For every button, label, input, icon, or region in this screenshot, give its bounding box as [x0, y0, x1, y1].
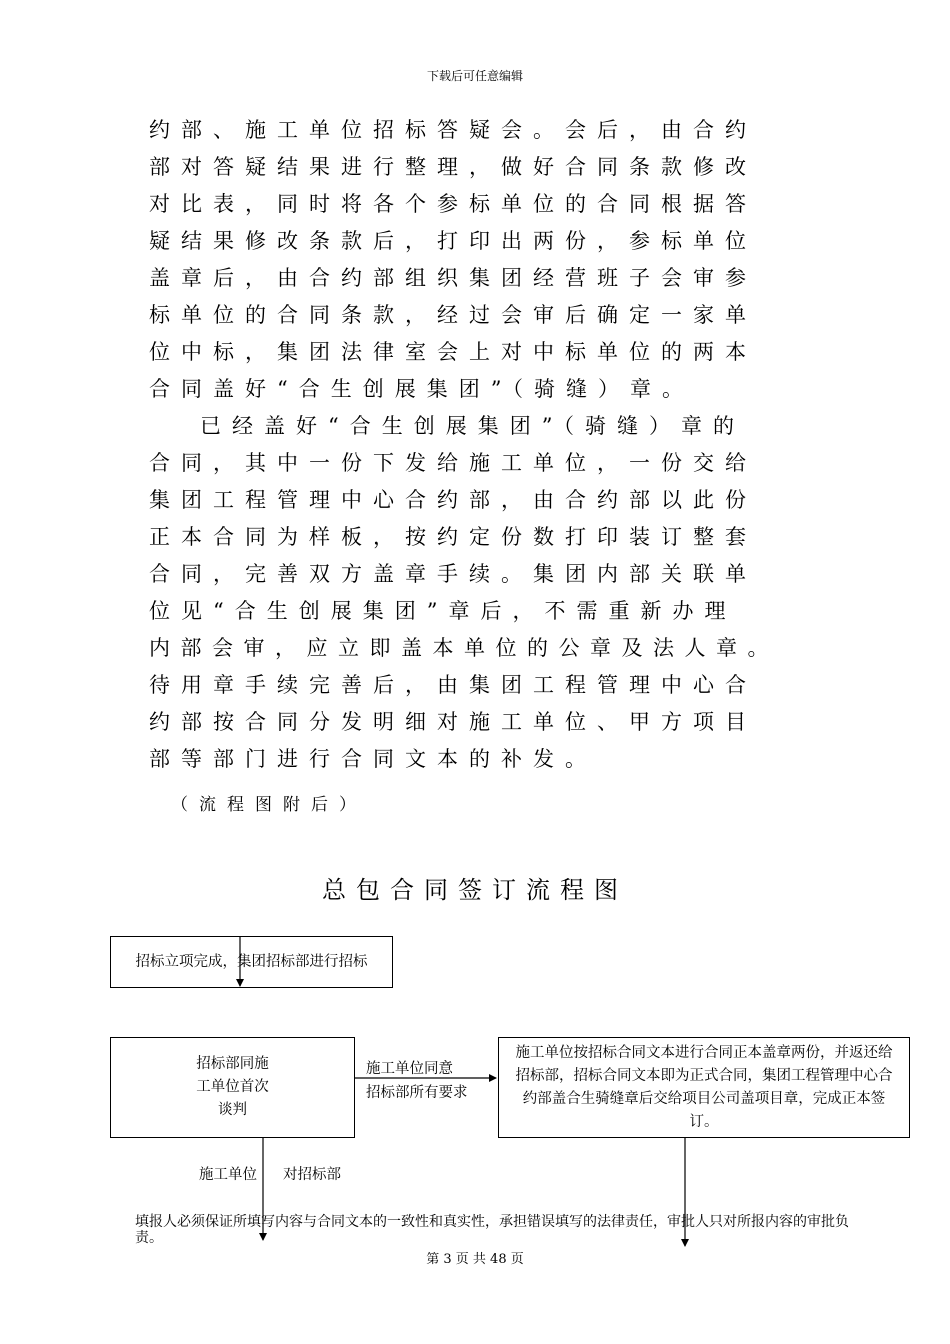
- flowchart-title: 总包合同签订流程图: [322, 876, 628, 904]
- arrow-label-requirements: 招标部所有要求: [366, 1085, 468, 1101]
- flow-box-text: 招标部同施工单位首次谈判: [196, 1056, 269, 1118]
- footer-note: 填报人必须保证所填写内容与合同文本的一致性和真实性，承担错误填写的法律责任，审批人只对所报内容的审批负责。: [135, 1214, 849, 1246]
- body-line: 标单位的合同条款，经过会审后确定一家单: [149, 303, 757, 327]
- body-line: 内部会审，应立即盖本单位的公章及法人章。: [149, 636, 779, 660]
- body-line-indented: 已经盖好“合生创展集团”（骑缝）章的: [200, 414, 745, 438]
- page-header: 下载后可任意编辑: [426, 69, 523, 83]
- body-line: 约部按合同分发明细对施工单位、甲方项目: [149, 710, 757, 734]
- body-line: 待用章手续完善后，由集团工程管理中心合: [149, 673, 757, 697]
- body-line: 集团工程管理中心合约部，由合约部以此份: [149, 488, 757, 512]
- below-label-tender-dept: 对招标部: [283, 1167, 341, 1183]
- body-line: 对比表，同时将各个参标单位的合同根据答: [149, 192, 757, 216]
- body-line: 部对答疑结果进行整理，做好合同条款修改: [149, 155, 757, 179]
- body-line: 位见“合生创展集团”章后，不需重新办理: [149, 599, 737, 623]
- body-line: 盖章后，由合约部组织集团经营班子会审参: [149, 266, 757, 290]
- body-line: 合同，其中一份下发给施工单位，一份交给: [149, 451, 757, 475]
- body-line: 正本合同为样板，按约定份数打印装订整套: [149, 525, 757, 549]
- body-line: 合同盖好“合生创展集团”（骑缝）章。: [149, 377, 694, 401]
- flowchart-note: （流程图附后）: [171, 795, 367, 815]
- body-line: 部等部门进行合同文本的补发。: [149, 747, 597, 771]
- flow-box-text: 招标立项完成，集团招标部进行招标: [135, 953, 368, 970]
- body-line: 约部、施工单位招标答疑会。会后，由合约: [149, 118, 757, 142]
- body-line: 疑结果修改条款后，打印出两份，参标单位: [149, 229, 757, 253]
- body-line: 合同，完善双方盖章手续。集团内部关联单: [149, 562, 757, 586]
- arrow-label-agree: 施工单位同意: [366, 1061, 453, 1077]
- body-line: 位中标，集团法律室会上对中标单位的两本: [149, 340, 757, 364]
- below-label-contractor: 施工单位: [199, 1167, 257, 1183]
- flow-box-text: 施工单位按招标合同文本进行合同正本盖章两份，并返还给招标部，招标合同文本即为正式合同，集团工程管理中心合约部盖合生骑缝章后交给项目公司盖项目章，完成正本签订。: [515, 1044, 893, 1130]
- page-number: 第 3 页 共 48 页: [426, 1252, 524, 1267]
